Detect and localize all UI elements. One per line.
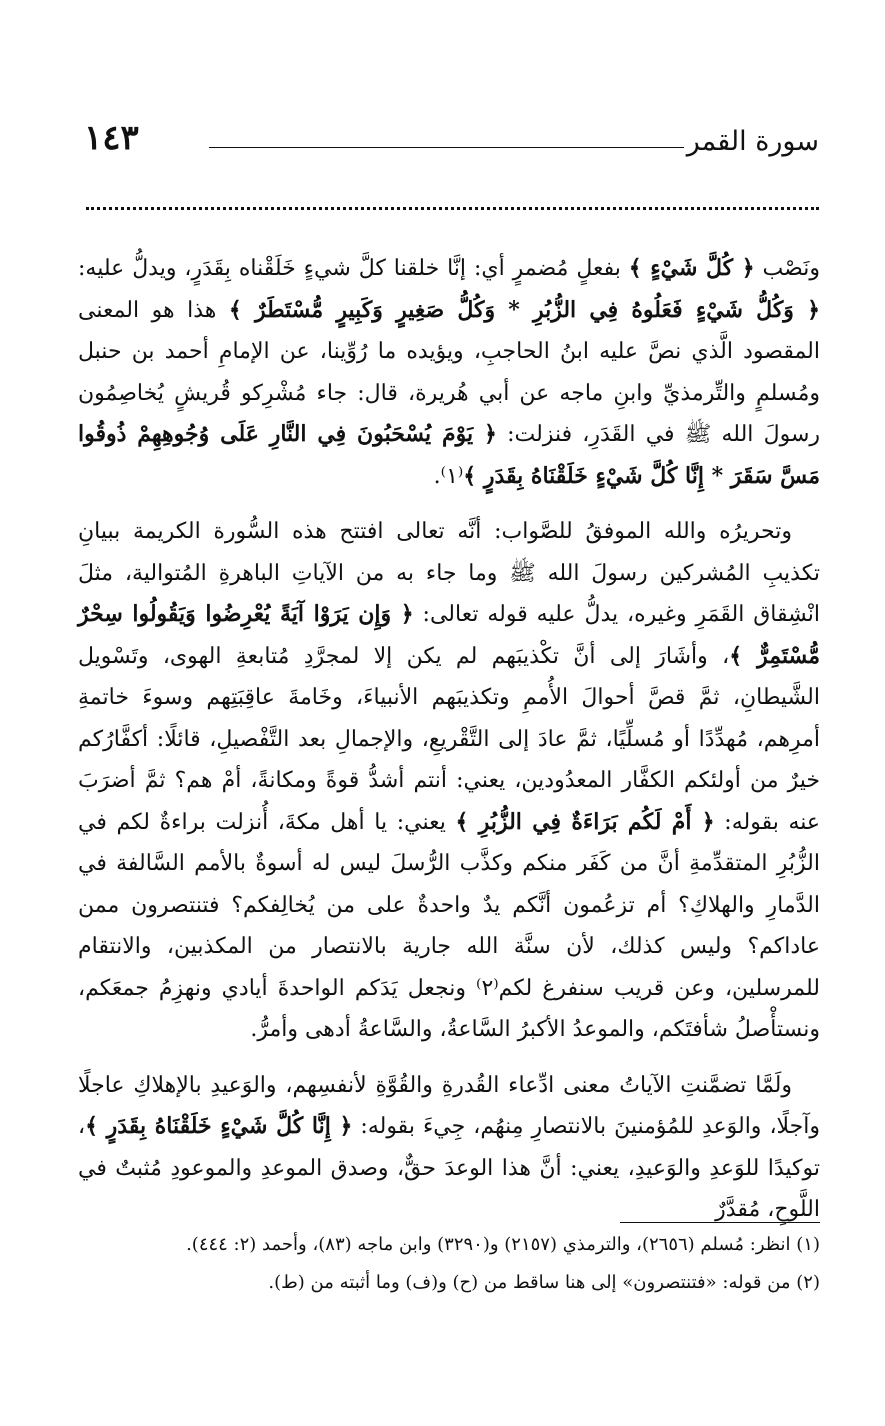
- footnote-1: (١) انظر: مُسلم (٢٦٥٦)، والترمذي (٢١٥٧) و(٣٢٩٠) وابن ماجه (٨٣)، وأحمد (٢: ٤٤٤).: [186, 1234, 820, 1255]
- paragraph: [78, 248, 820, 497]
- paragraph: [78, 511, 820, 1051]
- footnote-2: (٢) من قوله: «فتنتصرون» إلى هنا ساقط من (ح) و(ف) وما أثبته من (ط).: [268, 1272, 820, 1293]
- quran-verse: ﴿ أَمْ لَكُم بَرَاءَةٌ فِي الزُّبُرِ ﴾: [455, 808, 715, 835]
- quran-verse: ﴿ إِنَّا كُلَّ شَيْءٍ خَلَقْنَاهُ بِقَدَرٍ ﴾: [85, 1113, 353, 1139]
- text-run: هذا هو المعنى المقصود الَّذي نصَّ عليه ابنُ الحاجبِ، ويؤيده ما رُوِّينا، عن الإمامِ أحمد بن حنبل ومُسلمٍ والتِّرمذيِّ وابنِ ماجه عن أبي هُريرة، قال: جاء مُشْرِكو قُريشٍ يُخاصِمُون رسولَ الله ﷺ في القَدَرِ، فنزلت:: [78, 297, 820, 447]
- text-run: يعني: يا أهل مكةَ، أُنزلت براءةٌ لكم في الزُّبُرِ المتقدِّمةِ أنَّ من كَفَر منكم وكذَّب الرُّسلَ ليس له أسوةٌ بالأمم السَّالفة في الدَّمارِ والهلاكِ؟ أم تزعُمون أنَّكم يدٌ واحدةٌ على من يُخالِفكم؟ فتنتصرون ممن عاداكم؟ وليس كذلك، لأن سنَّة الله جارية بالانتصار من المكذبين، والانتقام للمرسلين، وعن قريب سنفرغ لكم⁽٢⁾ ونجعل يَدَكم الواحدةَ أيادي ونهزِمُ جمعَكم، ونستأْصلُ شأفتَكم، والموعدُ الأكبرُ السَّاعةُ، والسَّاعةُ أدهى وأمرُّ.: [78, 809, 821, 1042]
- text-run: بفعلٍ مُضمرٍ أي: إنَّا خلقنا كلَّ شيءٍ خَلَقْناه بِقَدَرٍ، ويدلُّ عليه:: [78, 256, 629, 281]
- text-run: ، وأشَارَ إلى أنَّ تكْذيبَهم لم يكن إلا لمجرَّدِ مُتابعةِ الهوى، وتَسْويل الشَّيطانِ، ثمَّ قصَّ أحوالَ الأُممِ وتكذيبَهم الأنبياءَ، وخَامةَ عاقِبَتِهم وسوءَ خاتمةِ أمرِهم، مُهدِّدًا أو مُسلِّيًا، ثمَّ عادَ إلى التَّقْريعِ، والإجمالِ بعد التَّفْصيلِ، قائلًا: أكفَّارُكم خيرٌ من أولئكم الكفَّار المعدُودين، يعني: أنتم أشدُّ قوةً ومكانةً، أمْ هم؟ ثمَّ أضرَبَ عنه بقوله:: [78, 643, 821, 835]
- main-text: [78, 248, 820, 1245]
- text-run: ، توكيدًا للوَعدِ والوَعيدِ، يعني: أنَّ هذا الوعدَ حقٌّ، وصدق الموعدِ والموعودِ مُثبتٌ في اللَّوحِ، مُقدَّرٌ: [78, 1114, 820, 1222]
- quran-verse: ﴿ كُلَّ شَيْءٍ ﴾: [628, 255, 755, 281]
- page-number: ١٤٣: [84, 118, 139, 158]
- quran-verse: ﴿ وَإِن يَرَوْا آيَةً يُعْرِضُوا وَيَقُولُوا سِحْرٌ مُّسْتَمِرٌّ ﴾: [78, 601, 820, 669]
- text-run: ونَصْب: [754, 256, 820, 281]
- text-run: ولَمَّا تضمَّنتِ الآياتُ معنى ادِّعاء القُدرةِ والقُوَّةِ لأنفسِهم، والوَعيدِ بالإهلاكِ عاجلًا وآجلًا، والوَعدِ للمُؤمنينَ بالانتصارِ مِنهُم، جِيءَ بقوله:: [78, 1072, 821, 1139]
- surah-title: سورة القمر: [686, 126, 819, 157]
- quran-verse: ﴿ يَوْمَ يُسْحَبُونَ فِي النَّارِ عَلَى وُجُوهِهِمْ ذُوقُوا مَسَّ سَقَرَ * إِنَّا كُلَّ شَيْءٍ خَلَقْنَاهُ بِقَدَرٍ ﴾: [78, 421, 820, 489]
- paragraph: [78, 1065, 820, 1231]
- header-rule: [209, 147, 684, 148]
- running-header: [84, 118, 819, 168]
- footnotes: [80, 1226, 820, 1302]
- dotted-separator: [86, 207, 819, 210]
- quran-verse: ﴿ وَكُلُّ شَيْءٍ فَعَلُوهُ فِي الزُّبُرِ * وَكُلُّ صَغِيرٍ وَكَبِيرٍ مُّسْتَطَرٌ ﴾: [228, 296, 820, 323]
- text-run: وتحريرُه والله الموفقُ للصَّواب: أنَّه تعالى افتتح هذه السُّورة الكريمة ببيانِ تكذيبِ المُشركين رسولَ الله ﷺ وما جاء به من الآياتِ الباهرةِ المُتوالية، مثلَ انْشِقاق القَمَرِ وغيره، يدلُّ عليه قوله تعالى:: [78, 519, 820, 627]
- footnote-rule: [620, 1222, 820, 1223]
- text-run: ⁽١⁾.: [433, 463, 464, 489]
